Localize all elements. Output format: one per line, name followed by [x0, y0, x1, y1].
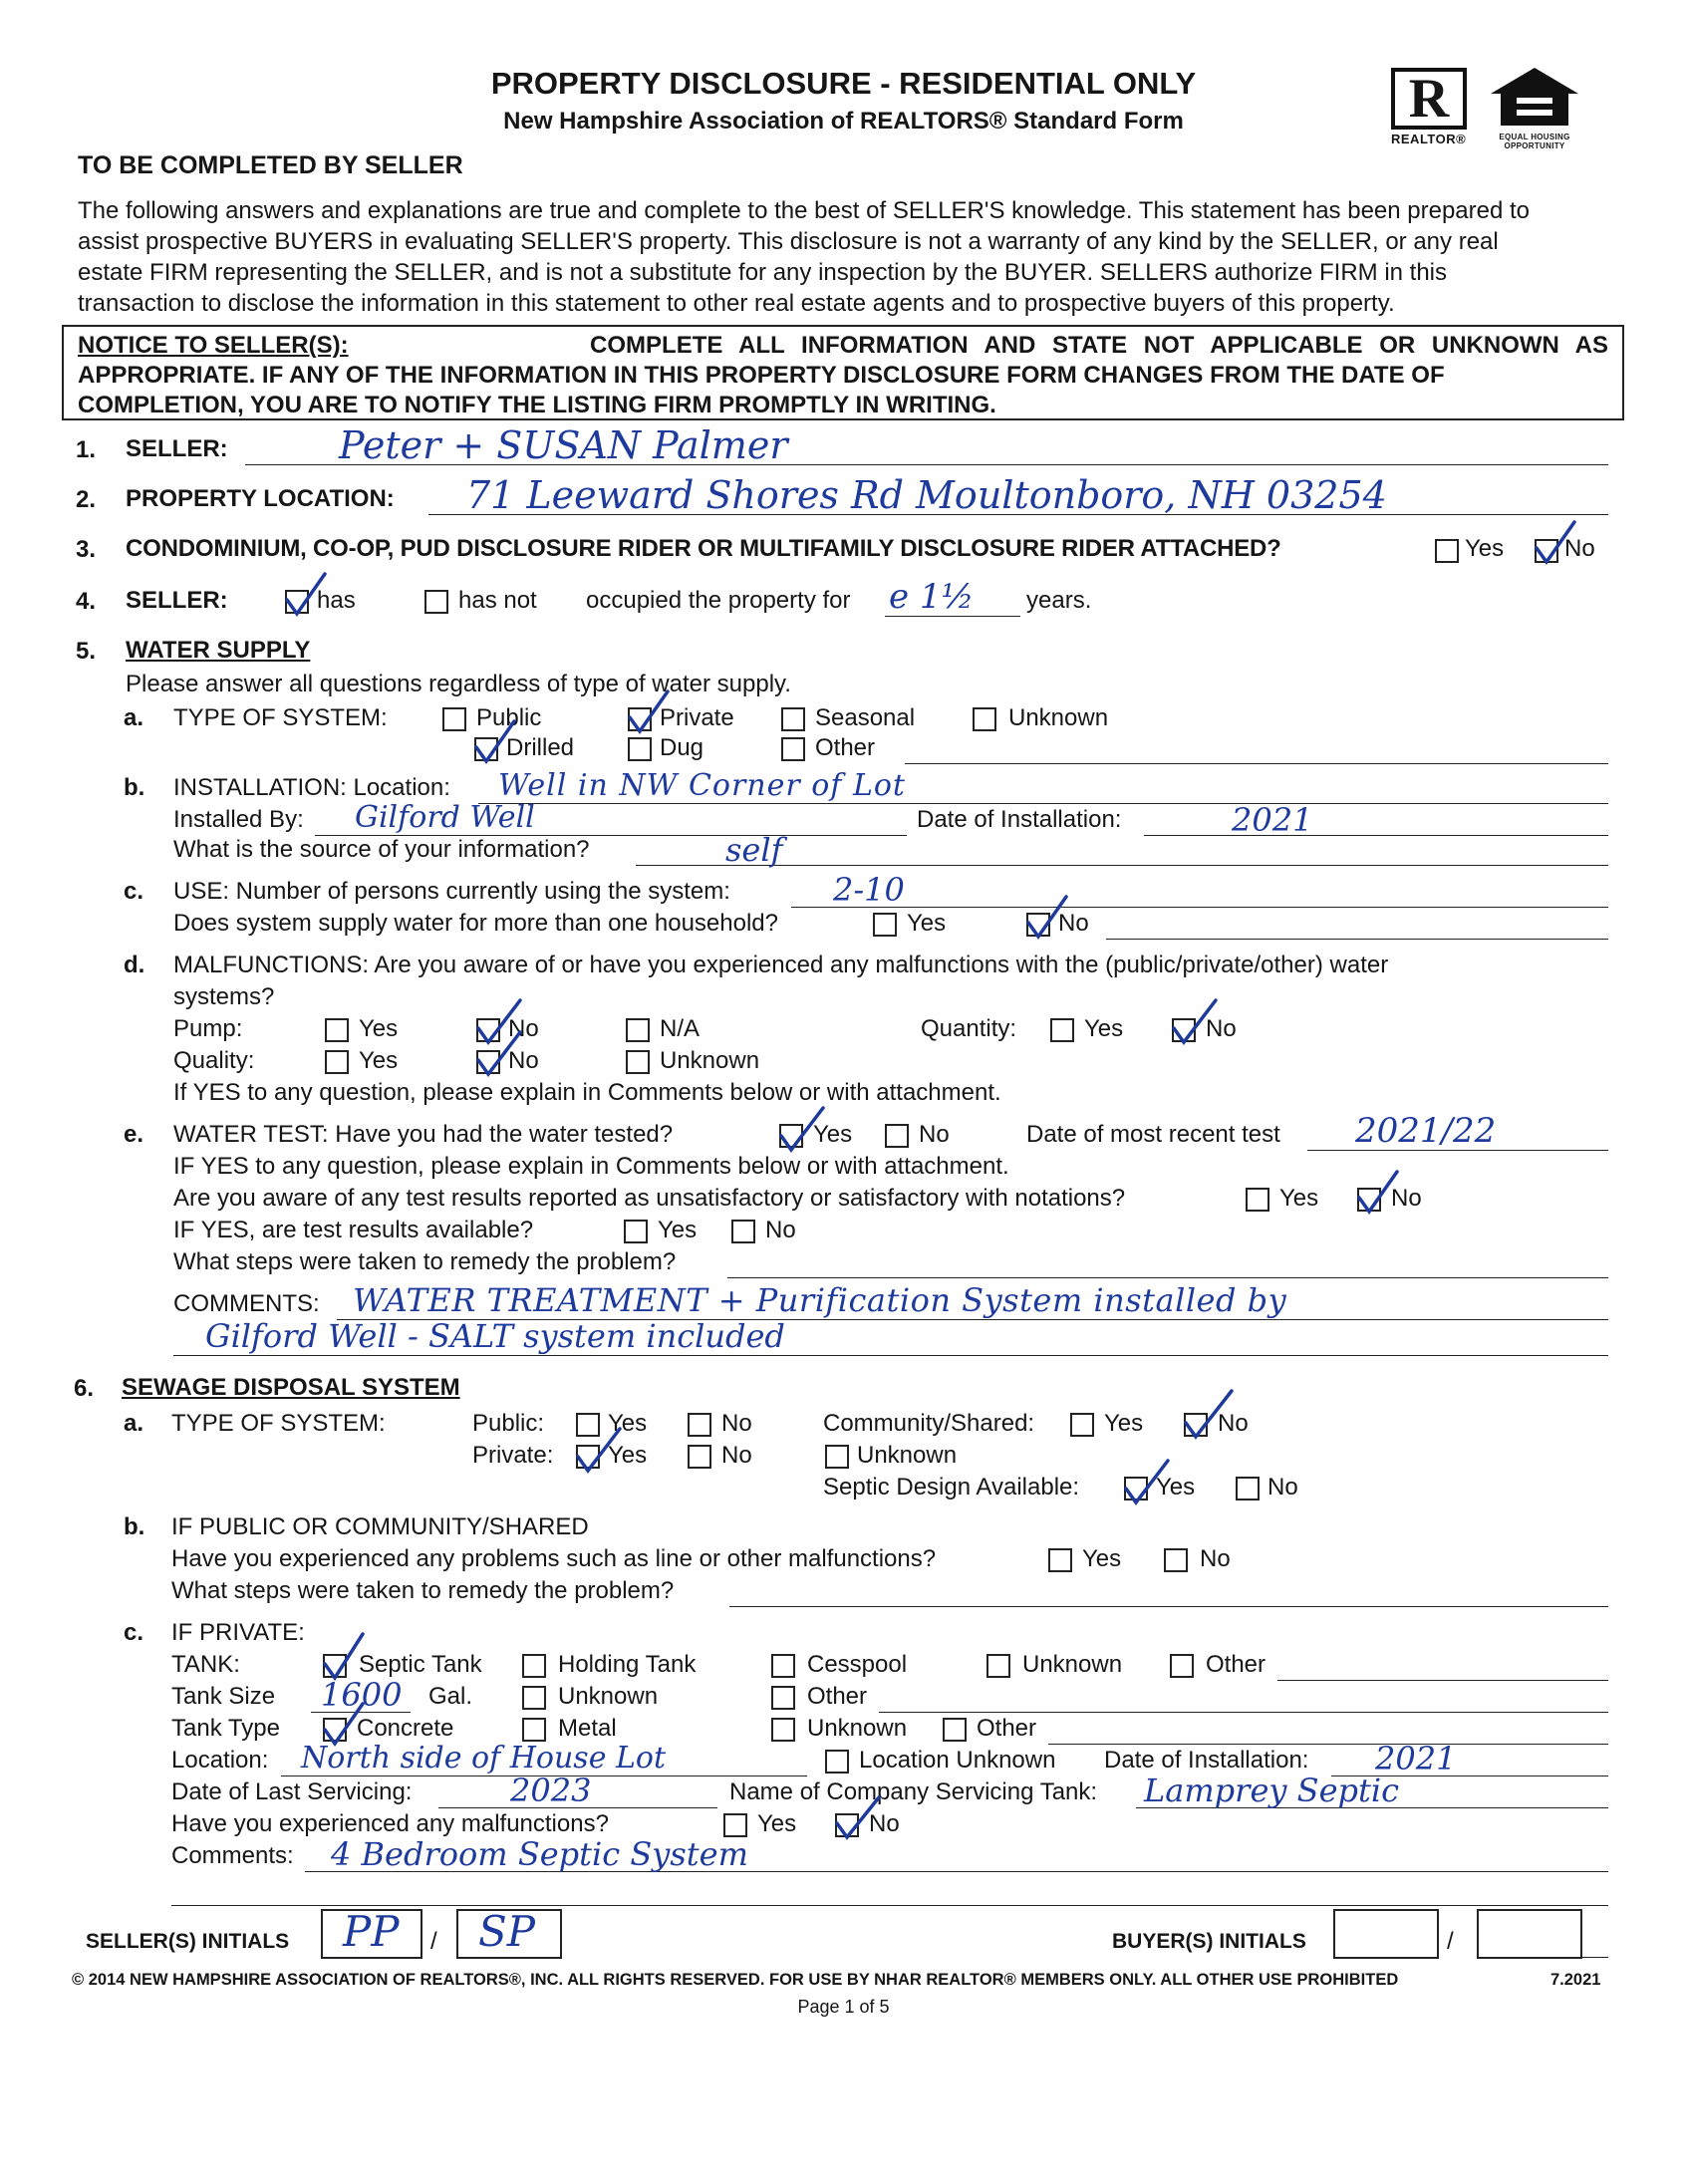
water-test-no-label: No — [919, 1121, 950, 1148]
pump-yes-label: Yes — [359, 1015, 399, 1042]
intro-line-4: transaction to disclose the information in this statement to other real estate agents and to prospective buyers of this property. — [78, 290, 1395, 317]
sewage-b-no-checkbox[interactable] — [1164, 1548, 1188, 1572]
item-5d-letter: d. — [124, 952, 145, 978]
seller-label: SELLER: — [126, 435, 228, 462]
sewage-private-label: Private: — [472, 1442, 554, 1469]
intro-line-2: assist prospective BUYERS in evaluating SELLER'S property. This disclosure is not a warranty of any kind by the SELLER, or any real — [78, 228, 1499, 255]
quality-yes-label: Yes — [359, 1047, 399, 1074]
quantity-yes-checkbox[interactable] — [1050, 1018, 1074, 1042]
intro-line-3: estate FIRM representing the SELLER, and is not a substitute for any inspection by the BUYER. SELLERS authorize FIRM in this — [78, 259, 1448, 286]
tank-location-label: Location: — [171, 1747, 269, 1774]
water-comments-label: COMMENTS: — [173, 1290, 320, 1317]
tank-other-line — [1277, 1678, 1608, 1681]
water-test-label: WATER TEST: Have you had the water tested? — [173, 1121, 674, 1148]
water-test-yes-check-mark — [775, 1104, 827, 1154]
water-malfunctions-text — [173, 951, 1608, 980]
item-number-5: 5. — [76, 638, 97, 665]
water-dug-checkbox[interactable] — [628, 737, 652, 761]
water-test-yes-label: Yes — [813, 1121, 853, 1148]
quality-no-check-mark — [472, 1028, 524, 1078]
water-seasonal-checkbox[interactable] — [781, 707, 805, 731]
seller-initial-2: SP — [478, 1907, 536, 1956]
water-supply-title: WATER SUPPLY — [126, 637, 311, 664]
sewage-b-no-label: No — [1200, 1545, 1231, 1572]
water-unknown-checkbox[interactable] — [973, 707, 996, 731]
water-supply-note: Please answer all questions regardless of type of water supply. — [126, 671, 791, 697]
pump-no-label: No — [508, 1015, 539, 1042]
water-available-label: IF YES, are test results available? — [173, 1217, 534, 1243]
sewage-b-problems-label: Have you experienced any problems such as line or other malfunctions? — [171, 1545, 937, 1572]
tank-malfunctions-no-label: No — [869, 1810, 900, 1837]
sewage-community-no-label: No — [1218, 1410, 1249, 1437]
type-other-line — [1048, 1742, 1608, 1745]
form-subtitle: New Hampshire Association of REALTORS® Standard Form — [503, 108, 1184, 135]
intro-paragraph — [78, 195, 1606, 319]
sewage-title: SEWAGE DISPOSAL SYSTEM — [122, 1374, 460, 1401]
holding-tank-checkbox[interactable] — [522, 1654, 546, 1678]
tank-comments-value[interactable]: 4 Bedroom Septic System — [331, 1835, 748, 1873]
water-seasonal-label: Seasonal — [815, 704, 916, 731]
size-other-label: Other — [807, 1683, 868, 1710]
occupancy-years-value[interactable]: e 1½ — [889, 577, 975, 617]
water-household-label: Does system supply water for more than one household? — [173, 910, 778, 937]
sewage-type-label: TYPE OF SYSTEM: — [171, 1410, 386, 1437]
location-label: PROPERTY LOCATION: — [126, 485, 395, 512]
tank-label: TANK: — [171, 1651, 240, 1678]
tank-concrete-label: Concrete — [357, 1715, 454, 1742]
water-use-line — [791, 905, 1608, 908]
water-aware-yes-checkbox[interactable] — [1246, 1188, 1269, 1212]
tank-other-checkbox[interactable] — [1170, 1654, 1194, 1678]
septic-design-label: Septic Design Available: — [823, 1474, 1080, 1501]
location-value[interactable]: 71 Leeward Shores Rd Moultonboro, NH 03254 — [466, 473, 1387, 517]
septic-design-yes-check-mark — [1120, 1457, 1172, 1506]
item-5a-letter: a. — [124, 704, 144, 731]
item-number-3: 3. — [76, 536, 97, 563]
copyright-text: © 2014 NEW HAMPSHIRE ASSOCIATION OF REALTORS®, INC. ALL RIGHTS RESERVED. FOR USE BY NHAR REALTOR® MEMBERS ONLY. ALL OTHER USE PROHIBITED — [72, 1971, 1399, 1989]
water-private-check-mark — [624, 687, 672, 735]
eho-caption-2: OPPORTUNITY — [1504, 141, 1565, 150]
equal-housing-logo — [1487, 64, 1582, 151]
water-install-location-label: INSTALLATION: Location: — [173, 774, 450, 801]
quantity-label: Quantity: — [921, 1015, 1017, 1042]
water-use-label: USE: Number of persons currently using the system: — [173, 878, 730, 905]
buyer-initial-box-1[interactable] — [1333, 1909, 1439, 1959]
occupancy-has-not-checkbox[interactable] — [424, 590, 448, 614]
type-unknown-checkbox[interactable] — [771, 1718, 795, 1742]
sewage-unknown-label: Unknown — [857, 1442, 958, 1469]
water-explain-note-2: IF YES to any question, please explain in Comments below or with attachment. — [173, 1153, 1009, 1180]
tank-unknown-label: Unknown — [1022, 1651, 1123, 1678]
sewage-community-label: Community/Shared: — [823, 1410, 1035, 1437]
water-drilled-check-mark — [470, 717, 518, 765]
sewage-public-yes-label: Yes — [608, 1410, 648, 1437]
water-comments-value-2[interactable]: Gilford Well - SALT system included — [205, 1317, 785, 1355]
sewage-b-remedy-line — [729, 1604, 1608, 1607]
realtor-logo-letter: R — [1408, 68, 1450, 130]
tank-date-install-label: Date of Installation: — [1104, 1747, 1309, 1774]
sewage-b-yes-checkbox[interactable] — [1048, 1548, 1072, 1572]
tank-size-value[interactable]: 1600 — [321, 1676, 403, 1714]
water-other-line — [905, 761, 1608, 764]
quantity-no-label: No — [1206, 1015, 1237, 1042]
water-date-install-label: Date of Installation: — [917, 806, 1122, 833]
occupancy-has-check-mark — [281, 570, 329, 620]
water-remedy-label: What steps were taken to remedy the problem? — [173, 1248, 677, 1275]
water-drilled-label: Drilled — [506, 734, 575, 761]
location-unknown-checkbox[interactable] — [825, 1750, 849, 1774]
sewage-c-title: IF PRIVATE: — [171, 1619, 305, 1646]
water-date-install-line — [1144, 833, 1608, 836]
sewage-b-yes-label: Yes — [1082, 1545, 1122, 1572]
cesspool-label: Cesspool — [807, 1651, 908, 1678]
seller-initials-slash: / — [430, 1928, 437, 1955]
last-servicing-value[interactable]: 2023 — [510, 1772, 592, 1809]
tank-other-label: Other — [1206, 1651, 1266, 1678]
water-dug-label: Dug — [660, 734, 704, 761]
seller-initial-box-2[interactable] — [456, 1909, 562, 1959]
water-household-yes-label: Yes — [907, 910, 947, 937]
water-type-label: TYPE OF SYSTEM: — [173, 704, 388, 731]
water-aware-label: Are you aware of any test results reported as unsatisfactory or satisfactory with notations? — [173, 1185, 1126, 1212]
septic-design-no-label: No — [1267, 1474, 1298, 1501]
pump-na-label: N/A — [660, 1015, 701, 1042]
water-comments-value-1[interactable]: WATER TREATMENT + Purification System installed by — [353, 1281, 1287, 1319]
occupancy-has-not-label: has not — [458, 587, 537, 614]
seller-initial-box-1[interactable] — [321, 1909, 422, 1959]
water-household-line — [1106, 937, 1608, 940]
item-5b-letter: b. — [124, 774, 145, 801]
sewage-public-no-checkbox[interactable] — [688, 1413, 711, 1437]
notice-line-3: COMPLETION, YOU ARE TO NOTIFY THE LISTING FIRM PROMPTLY IN WRITING. — [78, 392, 996, 418]
tank-comments-line-2 — [171, 1903, 1608, 1906]
water-test-no-checkbox[interactable] — [885, 1124, 909, 1148]
quality-unknown-label: Unknown — [660, 1047, 760, 1074]
type-other-checkbox[interactable] — [943, 1718, 967, 1742]
occupancy-years-unit: years. — [1026, 587, 1092, 614]
water-available-yes-label: Yes — [658, 1217, 698, 1243]
water-remedy-line — [727, 1275, 1608, 1278]
water-date-install-value[interactable]: 2021 — [1232, 801, 1313, 839]
sewage-private-no-label: No — [721, 1442, 752, 1469]
occupancy-has-label: has — [317, 587, 356, 614]
tank-metal-label: Metal — [558, 1715, 617, 1742]
condo-no-label: No — [1564, 535, 1595, 562]
buyer-initials-label: BUYER(S) INITIALS — [1112, 1930, 1306, 1953]
water-other-label: Other — [815, 734, 876, 761]
water-malfunctions-line-1: MALFUNCTIONS: Are you aware of or have you experienced any malfunctions with the (public/private/other) water — [173, 952, 1389, 978]
cesspool-checkbox[interactable] — [771, 1654, 795, 1678]
page-number: Page 1 of 5 — [797, 1997, 890, 2017]
house-icon — [1487, 64, 1582, 128]
form-title: PROPERTY DISCLOSURE - RESIDENTIAL ONLY — [490, 66, 1197, 101]
water-unknown-label: Unknown — [1008, 704, 1109, 731]
quantity-yes-label: Yes — [1084, 1015, 1124, 1042]
tank-size-unit: Gal. — [428, 1683, 473, 1710]
type-unknown-label: Unknown — [807, 1715, 908, 1742]
notice-text-1: COMPLETE ALL INFORMATION AND STATE NOT APPLICABLE OR UNKNOWN AS — [590, 332, 1608, 359]
sewage-community-yes-label: Yes — [1104, 1410, 1144, 1437]
water-malfunctions-line-2: systems? — [173, 983, 275, 1010]
water-other-checkbox[interactable] — [781, 737, 805, 761]
size-unknown-label: Unknown — [558, 1683, 659, 1710]
notice-label: NOTICE TO SELLER(S): — [78, 332, 349, 359]
size-other-checkbox[interactable] — [771, 1686, 795, 1710]
sewage-private-yes-check-mark — [572, 1425, 624, 1475]
sewage-public-label: Public: — [472, 1410, 545, 1437]
completed-by-heading: TO BE COMPLETED BY SELLER — [78, 151, 463, 179]
servicing-company-value[interactable]: Lamprey Septic — [1144, 1772, 1399, 1809]
septic-design-no-checkbox[interactable] — [1236, 1477, 1260, 1501]
water-available-no-label: No — [765, 1217, 796, 1243]
pump-na-checkbox[interactable] — [626, 1018, 650, 1042]
quality-unknown-checkbox[interactable] — [626, 1050, 650, 1074]
item-6b-letter: b. — [124, 1513, 145, 1540]
size-other-line — [879, 1710, 1608, 1713]
item-6c-letter: c. — [124, 1619, 144, 1646]
holding-tank-label: Holding Tank — [558, 1651, 697, 1678]
buyer-initial-box-2[interactable] — [1477, 1909, 1582, 1959]
pump-yes-checkbox[interactable] — [325, 1018, 349, 1042]
tank-location-value[interactable]: North side of House Lot — [301, 1741, 667, 1775]
tank-malfunctions-label: Have you experienced any malfunctions? — [171, 1810, 609, 1837]
sewage-private-yes-label: Yes — [608, 1442, 648, 1469]
water-aware-no-check-mark — [1353, 1168, 1401, 1216]
sewage-community-no-check-mark — [1180, 1387, 1236, 1441]
tank-malfunctions-yes-checkbox[interactable] — [723, 1813, 747, 1837]
servicing-company-label: Name of Company Servicing Tank: — [729, 1778, 1098, 1805]
quantity-no-check-mark — [1168, 996, 1220, 1046]
notice-line-2: APPROPRIATE. IF ANY OF THE INFORMATION IN THIS PROPERTY DISCLOSURE FORM CHANGES FROM THE DATE OF — [78, 362, 1445, 389]
water-private-label: Private — [660, 704, 734, 731]
water-available-yes-checkbox[interactable] — [624, 1220, 648, 1243]
condo-yes-label: Yes — [1465, 535, 1505, 562]
form-version: 7.2021 — [1550, 1971, 1601, 1989]
water-installed-by-label: Installed By: — [173, 806, 304, 833]
type-other-label: Other — [977, 1715, 1037, 1742]
occupancy-text: occupied the property for — [586, 587, 851, 614]
water-aware-yes-label: Yes — [1279, 1185, 1319, 1212]
water-test-date-label: Date of most recent test — [1026, 1121, 1280, 1148]
buyer-initials-line — [1582, 1955, 1608, 1958]
sewage-private-no-checkbox[interactable] — [688, 1445, 711, 1469]
tank-malfunctions-yes-label: Yes — [757, 1810, 797, 1837]
water-source-value[interactable]: self — [725, 831, 783, 869]
last-servicing-label: Date of Last Servicing: — [171, 1778, 413, 1805]
item-number-4: 4. — [76, 588, 97, 615]
tank-malfunctions-no-check-mark — [831, 1793, 883, 1841]
condo-no-check-mark — [1531, 518, 1578, 566]
water-household-yes-checkbox[interactable] — [873, 913, 897, 937]
condo-label: CONDOMINIUM, CO-OP, PUD DISCLOSURE RIDER OR MULTIFAMILY DISCLOSURE RIDER ATTACHED? — [126, 535, 1281, 562]
item-5c-letter: c. — [124, 878, 144, 905]
water-source-label: What is the source of your information? — [173, 836, 590, 863]
item-number-2: 2. — [76, 486, 97, 513]
realtor-caption: REALTOR® — [1391, 132, 1467, 146]
tank-unknown-checkbox[interactable] — [986, 1654, 1010, 1678]
water-use-value[interactable]: 2-10 — [833, 871, 905, 909]
sewage-community-yes-checkbox[interactable] — [1070, 1413, 1094, 1437]
occupancy-label: SELLER: — [126, 587, 228, 614]
size-unknown-checkbox[interactable] — [522, 1686, 546, 1710]
location-unknown-label: Location Unknown — [859, 1747, 1056, 1774]
septic-tank-label: Septic Tank — [359, 1651, 482, 1678]
tank-comments-label: Comments: — [171, 1842, 294, 1869]
water-household-no-label: No — [1058, 910, 1089, 937]
quality-yes-checkbox[interactable] — [325, 1050, 349, 1074]
tank-date-install-value[interactable]: 2021 — [1375, 1740, 1457, 1777]
water-install-location-value[interactable]: Well in NW Corner of Lot — [498, 768, 906, 803]
buyer-initials-slash: / — [1447, 1928, 1454, 1955]
tank-metal-checkbox[interactable] — [522, 1718, 546, 1742]
sewage-unknown-checkbox[interactable] — [825, 1445, 849, 1469]
water-public-label: Public — [476, 704, 542, 731]
pump-label: Pump: — [173, 1015, 243, 1042]
tank-type-label: Tank Type — [171, 1715, 280, 1742]
septic-tank-check-mark — [319, 1630, 367, 1682]
item-6a-letter: a. — [124, 1410, 144, 1437]
realtor-logo — [1391, 68, 1473, 146]
intro-line-1: The following answers and explanations are true and complete to the best of SELLER'S knowledge. This statement has been prepared to — [78, 197, 1531, 224]
quality-label: Quality: — [173, 1047, 255, 1074]
septic-design-yes-label: Yes — [1156, 1474, 1196, 1501]
tank-concrete-check-mark — [319, 1700, 367, 1748]
realtor-logo-mark — [1391, 68, 1467, 130]
item-number-6: 6. — [74, 1375, 95, 1402]
water-household-no-check-mark — [1022, 893, 1070, 941]
item-5e-letter: e. — [124, 1121, 144, 1148]
water-installed-by-value[interactable]: Gilford Well — [355, 800, 535, 835]
notice-line-1 — [78, 331, 1608, 361]
water-explain-note: If YES to any question, please explain in Comments below or with attachment. — [173, 1079, 1001, 1106]
tank-size-label: Tank Size — [171, 1683, 276, 1710]
condo-yes-checkbox[interactable] — [1435, 539, 1459, 563]
seller-initials-label: SELLER(S) INITIALS — [86, 1930, 290, 1953]
eho-caption-1: EQUAL HOUSING — [1499, 133, 1570, 141]
quality-no-label: No — [508, 1047, 539, 1074]
sewage-b-title: IF PUBLIC OR COMMUNITY/SHARED — [171, 1513, 589, 1540]
notice-box — [62, 325, 1624, 420]
seller-initial-1: PP — [343, 1907, 400, 1956]
water-public-checkbox[interactable] — [442, 707, 466, 731]
water-test-date-value[interactable]: 2021/22 — [1355, 1111, 1497, 1151]
water-aware-no-label: No — [1391, 1185, 1422, 1212]
sewage-b-remedy-label: What steps were taken to remedy the problem? — [171, 1577, 675, 1604]
item-number-1: 1. — [76, 436, 97, 463]
sewage-public-no-label: No — [721, 1410, 752, 1437]
water-available-no-checkbox[interactable] — [731, 1220, 755, 1243]
seller-value[interactable]: Peter + SUSAN Palmer — [339, 423, 788, 467]
